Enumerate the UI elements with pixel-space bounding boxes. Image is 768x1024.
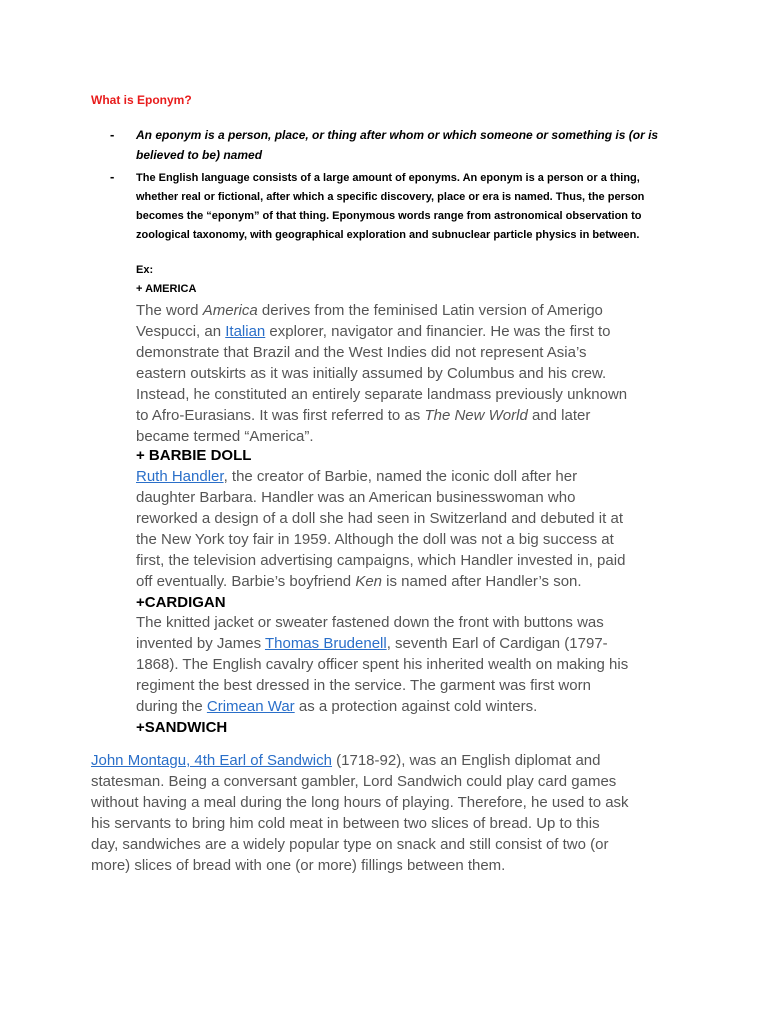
paragraph-line [91,750,691,771]
emphasized-text: The New World [424,407,528,424]
section-heading-america: + AMERICA [136,283,197,295]
paragraph-line [136,405,681,426]
bullet-description: The English language consists of a large amount of eponyms. An eponym is a person or a thing, whether real or fictional, after which a specific discovery, place or era is named. Thus, the person becomes the “eponym” of that thing. Eponymous words range from astronomical observation to zoological taxonomy, with geographical exploration and subnuclear particle physics in between. [136,172,645,241]
text-run: The word [136,302,203,319]
paragraph-line [136,321,681,342]
paragraph-line [136,571,681,592]
paragraph-line [91,855,691,876]
text-run: as a protection against cold winters. [294,698,538,715]
text-run: his servants to bring him cold meat in between two slices of bread. Up to this [91,815,600,832]
paragraph-line [136,675,681,696]
paragraph-line [136,612,681,633]
text-run: to Afro-Eurasians. It was first referred to as [136,407,425,424]
text-run: became termed “America”. [136,428,314,445]
text-run: more) slices of bread with one (or more) fillings between them. [91,857,506,874]
hyperlink[interactable]: Crimean War [206,698,295,715]
section-heading-sandwich: +SANDWICH [136,719,228,736]
paragraph-line [91,813,691,834]
text-run: regiment the best dressed in the service. The garment was first worn [136,677,591,694]
text-run: reworked a design of a doll she had seen in Switzerland and debuted it at [136,510,623,527]
text-run: first, the television advertising campaigns, which Handler invested in, paid [136,552,626,569]
text-run: day, sandwiches are a widely popular type on snack and still consist of two (or [91,836,609,853]
paragraph-line [91,771,691,792]
text-run: and later [527,407,591,424]
paragraph-line [136,529,681,550]
hyperlink[interactable]: Italian [225,323,266,340]
bullet-marker: - [110,127,115,142]
america-paragraph [136,300,681,447]
text-run: Vespucci, an [136,323,226,340]
page-title: What is Eponym? [91,93,192,107]
paragraph-line [91,792,691,813]
text-run: (1718-92), was an English diplomat and [331,752,601,769]
paragraph-line [136,300,681,321]
hyperlink[interactable]: Ruth Handler [136,468,224,485]
section-heading-barbie: + BARBIE DOLL [136,447,252,464]
text-run: during the [136,698,207,715]
text-run: off eventually. Barbie’s boyfriend [136,573,356,590]
barbie-paragraph [136,466,681,592]
text-run: , seventh Earl of Cardigan (1797- [386,635,608,652]
paragraph-line [136,384,681,405]
paragraph-line [136,466,681,487]
paragraph-line [136,508,681,529]
emphasized-text: Ken [355,573,383,590]
paragraph-line [136,363,681,384]
emphasized-text: America [202,302,258,319]
paragraph-line [136,426,681,447]
paragraph-line [91,834,691,855]
text-run: derives from the feminised Latin version of Amerigo [257,302,603,319]
text-run: , the creator of Barbie, named the iconic doll after her [223,468,578,485]
text-run: invented by James [136,635,265,652]
bullet-definition: An eponym is a person, place, or thing after whom or which someone or something is (or is believed to be) named [136,128,659,162]
cardigan-paragraph [136,612,681,717]
hyperlink[interactable]: Thomas Brudenell [264,635,387,652]
paragraph-line [136,696,681,717]
section-heading-cardigan: +CARDIGAN [136,594,226,611]
paragraph-line [136,487,681,508]
text-run: demonstrate that Brazil and the West Indies did not represent Asia’s [136,344,587,361]
text-run: The knitted jacket or sweater fastened down the front with buttons was [136,614,604,631]
text-run: the New York toy fair in 1959. Although the doll was not a big success at [136,531,614,548]
text-run: daughter Barbara. Handler was an American businesswoman who [136,489,576,506]
sandwich-paragraph [91,750,691,876]
paragraph-line [136,654,681,675]
text-run: eastern outskirts as it was initially assumed by Columbus and his crew. [136,365,607,382]
paragraph-line [136,342,681,363]
text-run: 1868). The English cavalry officer spent his inherited wealth on making his [136,656,629,673]
paragraph-line [136,550,681,571]
paragraph-line [136,633,681,654]
text-run: without having a meal during the long hours of playing. Therefore, he used to ask [91,794,629,811]
hyperlink[interactable]: John Montagu, 4th Earl of Sandwich [91,752,332,769]
text-run: explorer, navigator and financier. He was the first to [265,323,611,340]
text-run: is named after Handler’s son. [382,573,582,590]
bullet-marker: - [110,169,115,184]
text-run: statesman. Being a conversant gambler, Lord Sandwich could play card games [91,773,617,790]
text-run: Instead, he constituted an entirely separate landmass previously unknown [136,386,628,403]
examples-label: Ex: [136,264,154,276]
